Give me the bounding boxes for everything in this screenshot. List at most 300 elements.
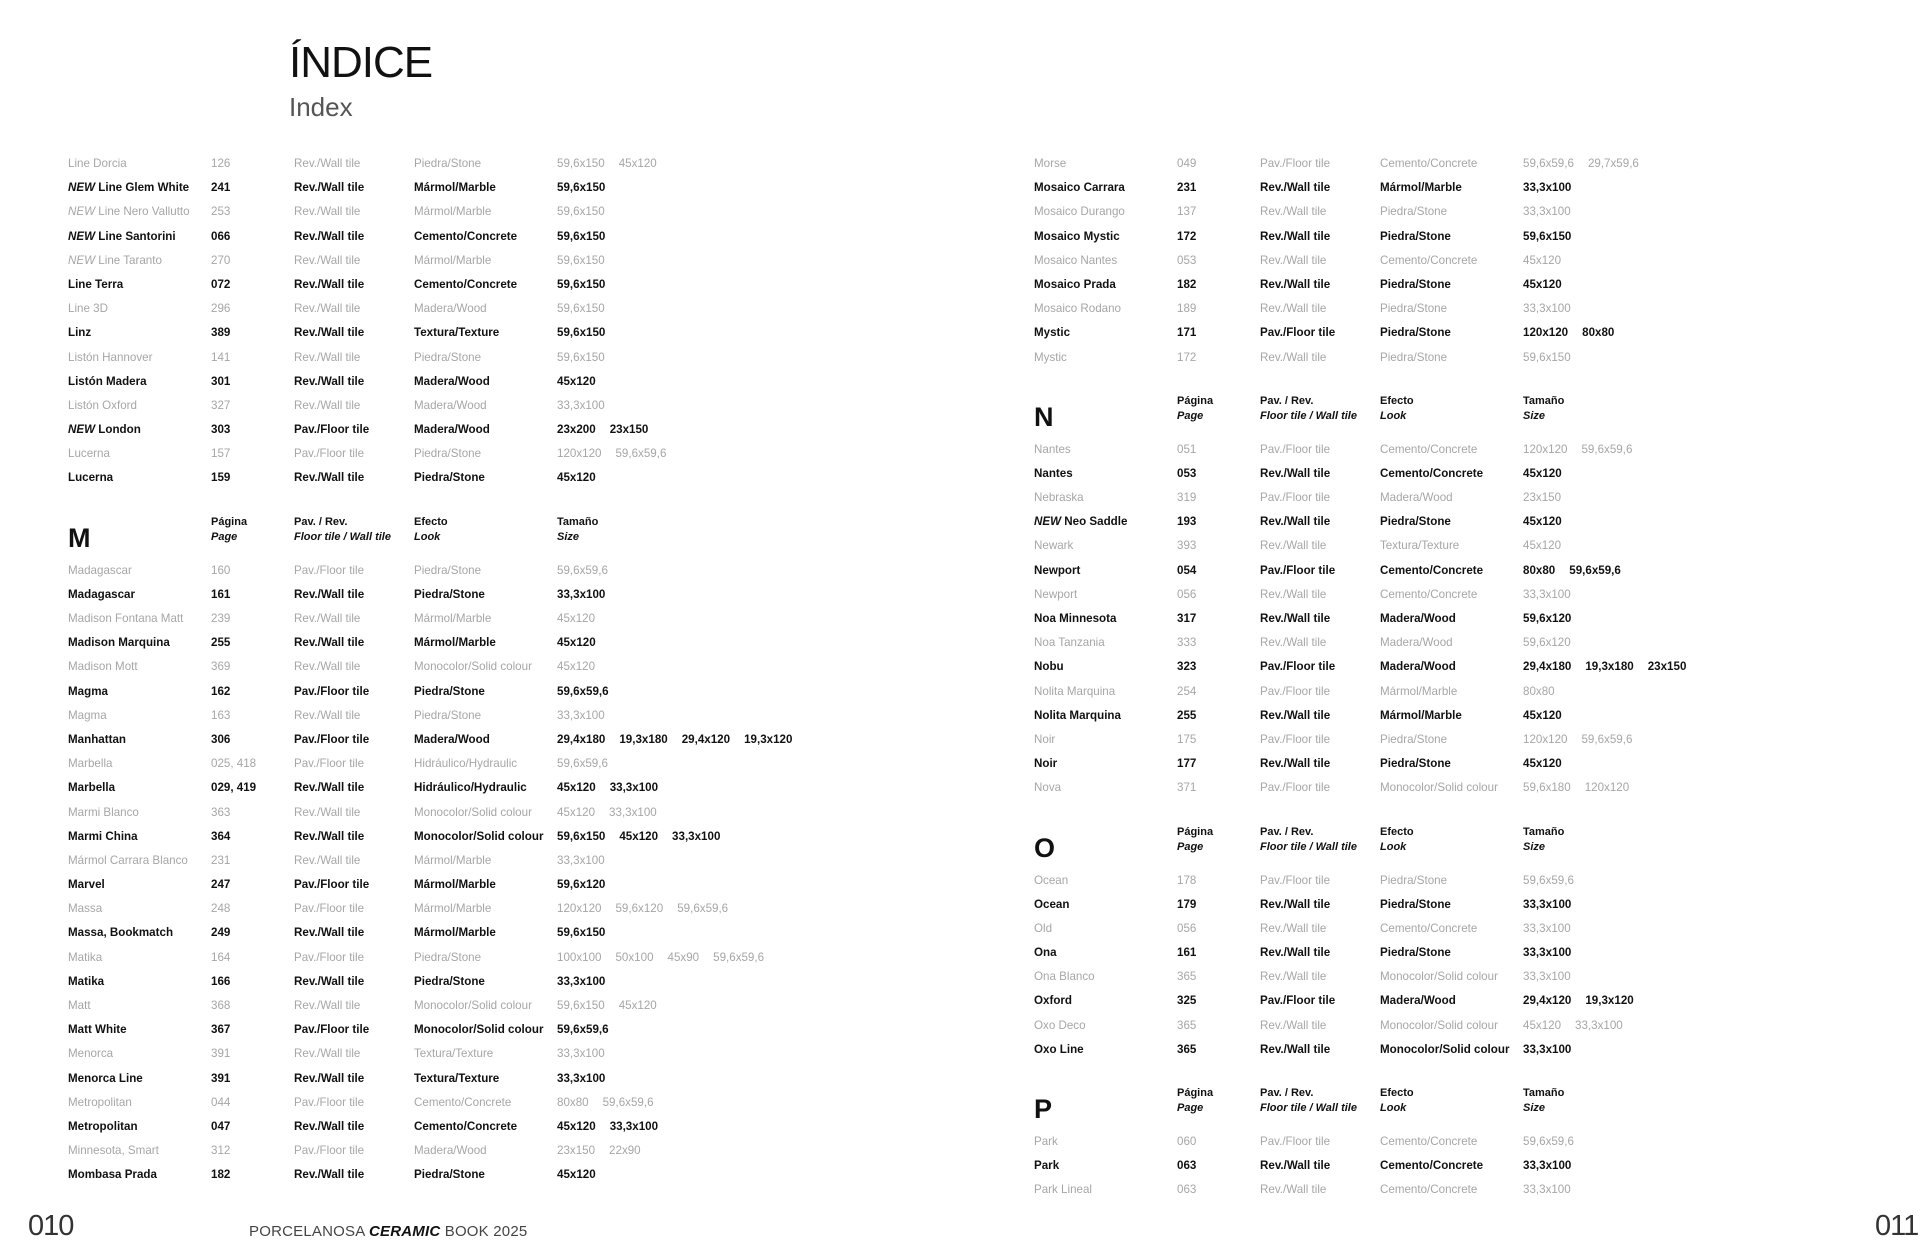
- entry-look: Madera/Wood: [1380, 636, 1453, 650]
- entry-type: Pav./Floor tile: [1260, 157, 1331, 170]
- index-row: [1034, 200, 1914, 224]
- index-row: [1034, 510, 1914, 534]
- entry-size: 80x80: [1523, 684, 1555, 698]
- entry-type: Rev./Wall tile: [1260, 466, 1331, 480]
- entry-type: Rev./Wall tile: [294, 1119, 365, 1133]
- index-row: [1034, 176, 1914, 200]
- entry-name-text: Line 3D: [68, 302, 108, 316]
- section-header-m: [68, 513, 948, 559]
- col-header-size: Tamaño Size: [557, 515, 599, 543]
- entry-name: [1034, 321, 1070, 345]
- entry-sizes: [557, 273, 619, 297]
- entry-page: 157: [211, 447, 231, 461]
- entry-name-text: Mosaico Carrara: [1034, 181, 1125, 195]
- entry-sizes: [1523, 559, 1635, 583]
- entry-look: Madera/Wood: [414, 423, 490, 437]
- entry-page: 231: [211, 853, 231, 867]
- entry-name: [1034, 704, 1121, 728]
- index-row: [1034, 917, 1914, 941]
- entry-type: Rev./Wall tile: [294, 157, 361, 170]
- entry-page: 301: [211, 374, 231, 388]
- entry-name-text: Marvel: [68, 878, 105, 892]
- entry-sizes: [557, 897, 742, 921]
- entry-look: Textura/Texture: [414, 326, 500, 340]
- entry-size: 33,3x100: [557, 974, 606, 988]
- entry-size: 59,6x120: [557, 878, 606, 892]
- entry-type: Pav./Floor tile: [1260, 563, 1336, 577]
- entry-look: Mármol/Marble: [414, 902, 492, 916]
- entry-page: 126: [211, 157, 231, 170]
- entry-size: 45x120: [557, 1119, 596, 1133]
- index-row: [1034, 1178, 1914, 1202]
- entry-look: Madera/Wood: [1380, 660, 1456, 674]
- entry-look: Piedra/Stone: [1380, 229, 1451, 243]
- entry-size: 59,6x150: [557, 253, 605, 267]
- entry-name: [68, 607, 183, 631]
- entry-name: [68, 1067, 143, 1091]
- entry-type: Rev./Wall tile: [1260, 636, 1327, 650]
- entry-page: 391: [211, 1071, 231, 1085]
- entry-name-text: Madison Mott: [68, 660, 138, 674]
- entry-size: 45x120: [618, 157, 657, 170]
- footer-credit: [249, 1223, 527, 1240]
- entry-page: 389: [211, 326, 231, 340]
- entry-size: 120x120: [1523, 442, 1568, 456]
- index-row: [68, 249, 948, 273]
- entry-type: Rev./Wall tile: [1260, 1159, 1331, 1173]
- entry-sizes: [557, 370, 610, 394]
- entry-look: Mármol/Marble: [1380, 708, 1462, 722]
- entry-size: 59,6x150: [557, 999, 605, 1012]
- entry-look: Textura/Texture: [414, 1047, 494, 1061]
- entry-size: 45x120: [618, 999, 657, 1012]
- entry-look: Monocolor/Solid colour: [414, 805, 532, 819]
- index-row: [1034, 941, 1914, 965]
- entry-type: Rev./Wall tile: [294, 612, 361, 625]
- entry-page: 327: [211, 398, 231, 412]
- new-tag: NEW: [1034, 515, 1062, 529]
- entry-look: Piedra/Stone: [414, 587, 485, 601]
- entry-type: Rev./Wall tile: [294, 853, 361, 867]
- entry-type: Pav./Floor tile: [294, 950, 365, 964]
- index-row: [1034, 1130, 1914, 1154]
- entry-look: Piedra/Stone: [414, 157, 482, 170]
- col-header-page: Página Page: [211, 515, 248, 543]
- entry-look: Textura/Texture: [414, 1071, 500, 1085]
- index-row: [1034, 1038, 1914, 1062]
- entry-name: [1034, 655, 1064, 679]
- entry-name: [68, 801, 139, 825]
- entry-name: [68, 849, 188, 873]
- entry-look: Mármol/Marble: [414, 926, 496, 940]
- entry-size: 59,6x59,6: [615, 447, 667, 461]
- entry-name: [1034, 869, 1068, 893]
- entry-size: 59,6x59,6: [713, 950, 765, 964]
- entry-name: [1034, 486, 1084, 510]
- entry-name-text: Noa Tanzania: [1034, 636, 1105, 650]
- entry-page: 179: [1177, 897, 1197, 911]
- index-row: [68, 607, 948, 631]
- entry-look: Madera/Wood: [414, 302, 487, 316]
- entry-type: Rev./Wall tile: [294, 1071, 365, 1085]
- entry-type: Rev./Wall tile: [294, 829, 365, 843]
- entry-name-text: Lucerna: [68, 471, 114, 485]
- entry-type: Pav./Floor tile: [294, 563, 365, 577]
- entry-look: Mármol/Marble: [414, 205, 492, 219]
- entry-page: 368: [211, 999, 231, 1012]
- col-header-look: Efecto Look: [1380, 394, 1414, 422]
- entry-page: 369: [211, 660, 231, 674]
- entry-type: Rev./Wall tile: [1260, 946, 1331, 960]
- entry-sizes: [557, 200, 619, 224]
- entry-look: Cemento/Concrete: [414, 229, 518, 243]
- index-row: [68, 849, 948, 873]
- entry-size: 45x120: [1523, 253, 1562, 267]
- entry-sizes: [1523, 510, 1576, 534]
- entry-type: Rev./Wall tile: [294, 781, 365, 795]
- entry-type: Rev./Wall tile: [294, 1047, 361, 1061]
- entry-page: 060: [1177, 1135, 1197, 1148]
- entry-name: [1034, 462, 1073, 486]
- entry-sizes: [557, 1018, 623, 1042]
- entry-name: [68, 200, 190, 224]
- entry-name: [68, 442, 110, 466]
- entry-size: 59,6x59,6: [1569, 563, 1621, 577]
- entry-size: 33,3x100: [1523, 946, 1572, 960]
- entry-page: 248: [211, 902, 231, 916]
- new-tag: NEW: [68, 181, 96, 195]
- entry-look: Monocolor/Solid colour: [414, 1023, 544, 1037]
- col-header-size: Tamaño Size: [1523, 825, 1565, 853]
- entry-name-text: Noir: [1034, 732, 1056, 746]
- entry-look: Textura/Texture: [1380, 539, 1460, 553]
- index-row: [68, 200, 948, 224]
- entry-name-text: Listón Oxford: [68, 398, 137, 412]
- entry-size: 59,6x150: [557, 350, 605, 364]
- entry-size: 80x80: [1523, 563, 1556, 577]
- entry-name-text: Park: [1034, 1135, 1058, 1148]
- entry-name-text: Newport: [1034, 563, 1081, 577]
- entry-look: Mármol/Marble: [414, 181, 496, 195]
- entry-look: Cemento/Concrete: [1380, 442, 1478, 456]
- entry-sizes: [1523, 1154, 1585, 1178]
- entry-size: 33,3x100: [557, 708, 605, 722]
- entry-page: 367: [211, 1023, 231, 1037]
- entry-name-text: Newport: [1034, 587, 1078, 601]
- entry-name-text: Massa, Bookmatch: [68, 926, 174, 940]
- entry-type: Rev./Wall tile: [294, 302, 361, 316]
- entry-name-text: Nova: [1034, 781, 1062, 795]
- entry-size: 45x120: [557, 636, 596, 650]
- entry-sizes: [557, 225, 619, 249]
- entry-look: Cemento/Concrete: [1380, 157, 1478, 170]
- entry-look: Piedra/Stone: [1380, 873, 1448, 887]
- entry-name: [1034, 680, 1115, 704]
- entry-page: 047: [211, 1119, 231, 1133]
- entry-name-text: Nebraska: [1034, 491, 1084, 505]
- entry-look: Mármol/Marble: [414, 878, 496, 892]
- entry-size: 33,3x100: [1523, 1042, 1572, 1056]
- entry-name: [1034, 631, 1105, 655]
- entry-name: [1034, 297, 1121, 321]
- entry-name: [68, 1091, 132, 1115]
- entry-size: 59,6x150: [557, 205, 605, 219]
- entry-name: [68, 321, 91, 345]
- entry-type: Pav./Floor tile: [294, 878, 370, 892]
- entry-size: 45x120: [557, 612, 596, 625]
- entry-look: Piedra/Stone: [414, 974, 485, 988]
- entry-name: [1034, 583, 1077, 607]
- entry-look: Piedra/Stone: [1380, 350, 1448, 364]
- entry-name: [1034, 965, 1095, 989]
- entry-size: 33,3x100: [609, 1119, 659, 1133]
- index-group-m-cont: [1034, 152, 1914, 370]
- index-row: [68, 1091, 948, 1115]
- entry-sizes: [1523, 680, 1569, 704]
- entry-name: [68, 1139, 159, 1163]
- entry-sizes: [1523, 1038, 1585, 1062]
- entry-name: [68, 1018, 127, 1042]
- entry-sizes: [557, 680, 623, 704]
- entry-page: 363: [211, 805, 231, 819]
- entry-type: Rev./Wall tile: [294, 587, 365, 601]
- entry-name: [68, 825, 138, 849]
- page-number-right: 011: [1875, 1210, 1919, 1242]
- entry-name-text: Linz: [68, 326, 92, 340]
- entry-size: 59,6x120: [1523, 612, 1572, 625]
- entry-name: [1034, 893, 1069, 917]
- entry-sizes: [557, 825, 734, 849]
- entry-page: 189: [1177, 302, 1197, 316]
- entry-page: 162: [211, 684, 231, 698]
- entry-look: Madera/Wood: [414, 374, 490, 388]
- entry-size: 59,6x120: [615, 902, 664, 916]
- entry-name-text: Mosaico Rodano: [1034, 302, 1122, 316]
- entry-look: Cemento/Concrete: [1380, 921, 1478, 935]
- entry-size: 33,3x100: [1575, 1018, 1623, 1032]
- entry-size: 45x120: [1523, 708, 1562, 722]
- col-header-look: Efecto Look: [1380, 825, 1414, 853]
- entry-type: Rev./Wall tile: [1260, 515, 1331, 529]
- entry-name-text: Line Dorcia: [68, 157, 127, 170]
- entry-page: 063: [1177, 1159, 1197, 1173]
- index-row: [68, 273, 948, 297]
- entry-name: [1034, 249, 1117, 273]
- entry-page: 044: [211, 1095, 231, 1109]
- entry-size: 59,6x59,6: [557, 684, 609, 698]
- entry-name-text: Morse: [1034, 157, 1067, 170]
- entry-name-text: Lucerna: [68, 447, 110, 461]
- entry-name: [1034, 989, 1072, 1013]
- entry-name-text: Mystic: [1034, 326, 1071, 340]
- entry-type: Rev./Wall tile: [1260, 539, 1327, 553]
- entry-look: Cemento/Concrete: [1380, 1135, 1478, 1148]
- col-header-page: Página Page: [1177, 825, 1214, 853]
- entry-type: Pav./Floor tile: [294, 684, 370, 698]
- entry-page: 025, 418: [211, 757, 257, 771]
- entry-size: 33,3x100: [1523, 921, 1571, 935]
- entry-name-text: Line Terra: [68, 277, 124, 291]
- entry-type: Pav./Floor tile: [1260, 781, 1331, 795]
- entry-sizes: [557, 249, 619, 273]
- entry-name: [68, 418, 141, 442]
- index-row: [68, 559, 948, 583]
- index-row: [1034, 321, 1914, 345]
- entry-look: Monocolor/Solid colour: [1380, 970, 1498, 984]
- entry-name: [68, 1163, 157, 1187]
- entry-page: 371: [1177, 781, 1197, 795]
- index-row: [1034, 752, 1914, 776]
- index-row: [1034, 607, 1914, 631]
- entry-sizes: [557, 655, 609, 679]
- index-row: [68, 921, 948, 945]
- entry-page: 141: [211, 350, 231, 364]
- entry-name-text: Mosaico Prada: [1034, 277, 1116, 291]
- entry-size: 45x120: [1523, 1018, 1562, 1032]
- section-letter: P: [1034, 1094, 1053, 1124]
- entry-size: 59,6x150: [557, 326, 606, 340]
- entry-size: 59,6x180: [1523, 781, 1571, 795]
- index-column-left: [68, 152, 948, 1188]
- entry-name: [1034, 225, 1120, 249]
- index-row: [68, 970, 948, 994]
- entry-size: 33,3x100: [557, 1071, 606, 1085]
- entry-page: 172: [1177, 350, 1197, 364]
- entry-page: 312: [211, 1144, 231, 1158]
- entry-sizes: [1523, 1178, 1585, 1202]
- entry-look: Piedra/Stone: [1380, 302, 1448, 316]
- entry-size: 19,3x180: [619, 732, 668, 746]
- entry-look: Cemento/Concrete: [414, 277, 518, 291]
- entry-name: [68, 466, 113, 490]
- entry-look: Piedra/Stone: [1380, 946, 1451, 960]
- entry-name-text: Park: [1034, 1159, 1060, 1173]
- entry-name: [68, 176, 189, 200]
- entry-type: Rev./Wall tile: [1260, 1183, 1327, 1197]
- entry-page: 249: [211, 926, 231, 940]
- section-header-n: [1034, 392, 1914, 438]
- entry-name-text: Ocean: [1034, 897, 1070, 911]
- entry-name-text: Marbella: [68, 757, 113, 771]
- col-header-look: Efecto Look: [1380, 1087, 1414, 1114]
- entry-name: [68, 897, 102, 921]
- entry-sizes: [1523, 321, 1628, 345]
- entry-size: 23x150: [557, 1144, 596, 1158]
- entry-sizes: [1523, 200, 1585, 224]
- entry-size: 23x150: [1523, 491, 1562, 505]
- entry-type: Rev./Wall tile: [294, 374, 365, 388]
- entry-type: Rev./Wall tile: [1260, 970, 1327, 984]
- entry-page: 303: [211, 423, 231, 437]
- index-row: [68, 176, 948, 200]
- entry-page: 247: [211, 878, 231, 892]
- entry-look: Mármol/Marble: [414, 253, 492, 267]
- entry-sizes: [557, 418, 662, 442]
- index-row: [1034, 680, 1914, 704]
- entry-page: 231: [1177, 181, 1197, 195]
- entry-size: 59,6x150: [557, 229, 606, 243]
- entry-sizes: [557, 970, 619, 994]
- entry-size: 59,6x59,6: [677, 902, 729, 916]
- index-row: [68, 1042, 948, 1066]
- entry-page: 056: [1177, 587, 1197, 601]
- entry-name: [1034, 438, 1071, 462]
- entry-sizes: [557, 704, 619, 728]
- entry-name: [1034, 1154, 1059, 1178]
- entry-sizes: [557, 176, 619, 200]
- col-header-page: Página Page: [1177, 1087, 1214, 1114]
- entry-name-text: Oxo Deco: [1034, 1018, 1086, 1032]
- entry-size: 59,6x150: [557, 302, 605, 316]
- index-row: [1034, 462, 1914, 486]
- index-row: [68, 776, 948, 800]
- entry-type: Rev./Wall tile: [294, 999, 361, 1012]
- col-header-page: Página Page: [1177, 394, 1214, 422]
- index-row: [1034, 728, 1914, 752]
- entry-sizes: [1523, 438, 1646, 462]
- footer-book-italic: CERAMIC: [368, 1223, 441, 1240]
- entry-size: 33,3x100: [1523, 1159, 1572, 1173]
- entry-name: [1034, 200, 1125, 224]
- entry-sizes: [557, 1163, 610, 1187]
- entry-name: [1034, 559, 1080, 583]
- entry-name-text: Madagascar: [68, 587, 136, 601]
- entry-sizes: [557, 728, 806, 752]
- entry-name: [68, 273, 123, 297]
- entry-name: [68, 225, 176, 249]
- entry-size: 45x120: [557, 660, 596, 674]
- entry-size: 29,7x59,6: [1587, 157, 1639, 170]
- index-row: [68, 752, 948, 776]
- entry-name: [1034, 534, 1073, 558]
- index-row: [1034, 438, 1914, 462]
- entry-page: 193: [1177, 515, 1197, 529]
- entry-name: [68, 946, 102, 970]
- entry-name-text: London: [98, 423, 141, 437]
- index-row: [1034, 776, 1914, 800]
- index-row: [68, 1139, 948, 1163]
- entry-look: Madera/Wood: [414, 398, 487, 412]
- entry-type: Rev./Wall tile: [1260, 205, 1327, 219]
- entry-name-text: Mystic: [1034, 350, 1067, 364]
- entry-page: 166: [211, 974, 231, 988]
- entry-type: Pav./Floor tile: [1260, 442, 1331, 456]
- entry-look: Cemento/Concrete: [1380, 1183, 1478, 1197]
- entry-size: 19,3x180: [1585, 660, 1634, 674]
- index-row: [68, 225, 948, 249]
- entry-size: 80x80: [557, 1095, 589, 1109]
- entry-page: 325: [1177, 994, 1197, 1008]
- entry-look: Piedra/Stone: [414, 563, 482, 577]
- entry-type: Pav./Floor tile: [1260, 491, 1331, 505]
- entry-size: 59,6x59,6: [1523, 157, 1574, 170]
- entry-name-text: Oxford: [1034, 994, 1073, 1008]
- entry-look: Hidráulico/Hydraulic: [414, 781, 527, 795]
- entry-type: Rev./Wall tile: [1260, 612, 1331, 625]
- entry-sizes: [557, 442, 680, 466]
- new-tag: NEW: [68, 423, 96, 437]
- entry-size: 45x120: [1523, 757, 1562, 771]
- entry-sizes: [557, 1067, 619, 1091]
- entry-page: 056: [1177, 921, 1197, 935]
- entry-look: Piedra/Stone: [1380, 757, 1451, 771]
- entry-look: Cemento/Concrete: [1380, 253, 1478, 267]
- entry-look: Madera/Wood: [414, 732, 490, 746]
- entry-name-text: Mosaico Mystic: [1034, 229, 1120, 243]
- entry-name-text: Neo Saddle: [1064, 515, 1128, 529]
- index-row: [1034, 869, 1914, 893]
- entry-sizes: [1523, 655, 1700, 679]
